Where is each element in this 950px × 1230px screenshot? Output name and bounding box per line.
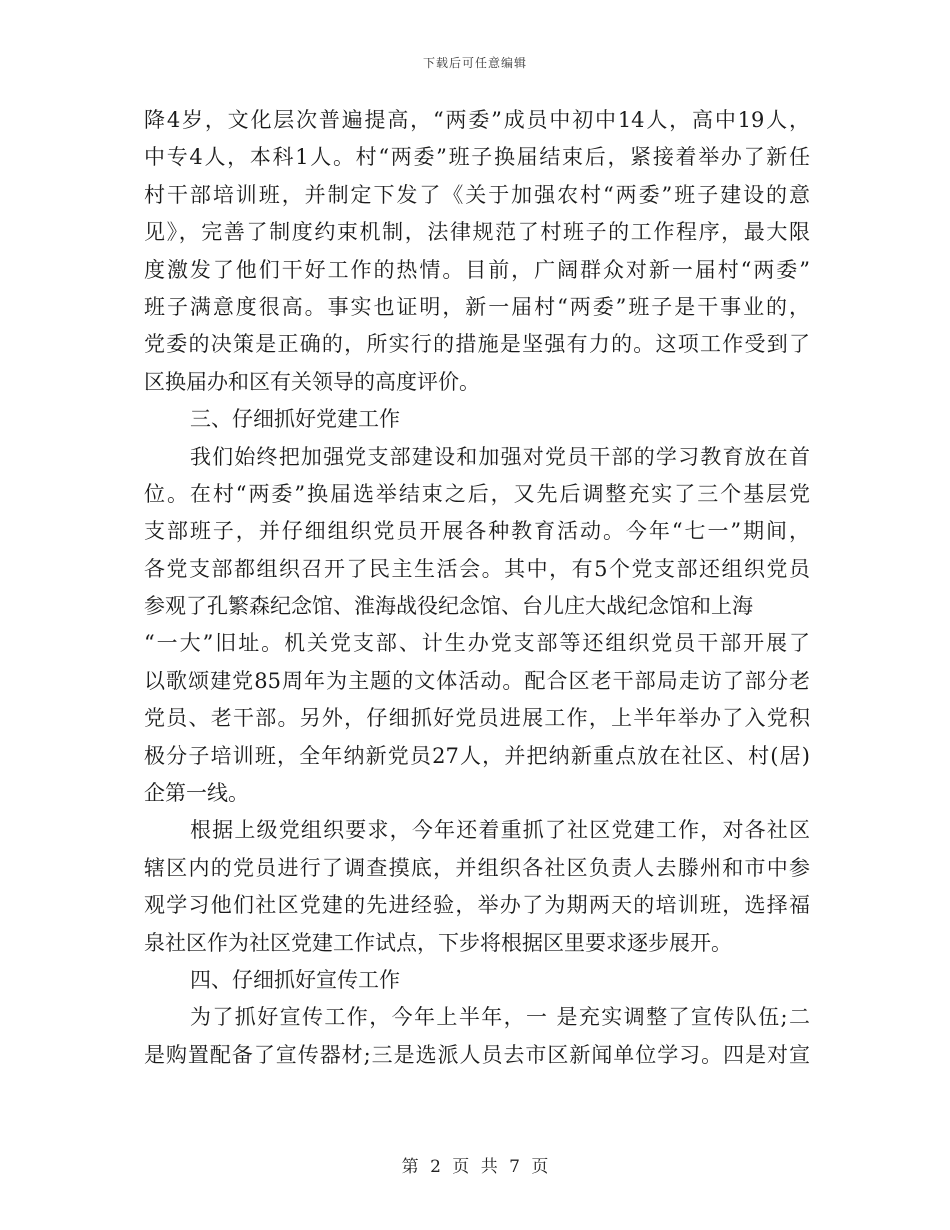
text-line-21: 辖区内的党员进行了调查摸底，并组织各社区负责人去滕州和市中参 — [144, 855, 810, 880]
page-number: 第 2 页 共 7 页 — [401, 1157, 549, 1177]
text-line-7: 党委的决策是正确的，所实行的措施是坚强有力的。这项工作受到了 — [144, 332, 810, 357]
text-line-17: 党员、老干部。另外，仔细抓好党员进展工作，上半年举办了入党积 — [144, 706, 810, 731]
text-line-22: 观学习他们社区党建的先进经验，举办了为期两天的培训班，选择福 — [144, 893, 810, 918]
page-header: 下载后可任意编辑 — [422, 56, 527, 70]
paragraph-start-line: 根据上级党组织要求，今年还着重抓了社区党建工作，对各社区 — [190, 818, 810, 843]
text-line-6: 班子满意度很高。事实也证明，新一届村“两委”班子是干事业的， — [144, 294, 810, 319]
paragraph-start-line: 为了抓好宣传工作，今年上半年，一 是充实调整了宣传队伍;二 — [190, 1005, 810, 1030]
section-heading-3: 三、仔细抓好党建工作 — [190, 407, 400, 432]
text-line-4: 见》，完善了制度约束机制，法律规范了村班子的工作程序，最大限 — [144, 220, 810, 245]
text-line-16: 以歌颂建党85周年为主题的文体活动。配合区老干部局走访了部分老 — [144, 668, 810, 693]
text-line-14: 参观了孔繁森纪念馆、淮海战役纪念馆、台儿庄大战纪念馆和上海 — [144, 594, 753, 619]
text-line-26: 是购置配备了宣传器材;三是选派人员去市区新闻单位学习。四是对宣 — [144, 1042, 810, 1067]
text-line-23: 泉社区作为社区党建工作试点，下步将根据区里要求逐步展开。 — [144, 930, 732, 955]
text-line-12: 支部班子，并仔细组织党员开展各种教育活动。今年“七一”期间， — [144, 519, 810, 544]
text-line-11: 位。在村“两委”换届选举结束之后，又先后调整充实了三个基层党 — [144, 481, 810, 506]
text-line-5: 度激发了他们干好工作的热情。目前，广阔群众对新一届村“两委” — [144, 257, 810, 282]
text-line-8: 区换届办和区有关领导的高度评价。 — [144, 369, 480, 394]
text-line-15: “一大”旧址。机关党支部、计生办党支部等还组织党员干部开展了 — [144, 631, 810, 656]
text-line-13: 各党支部都组织召开了民主生活会。其中，有5个党支部还组织党员 — [144, 556, 810, 581]
text-line-3: 村干部培训班，并制定下发了《关于加强农村“两委”班子建设的意 — [144, 182, 810, 207]
document-body — [144, 102, 810, 1074]
text-line-18: 极分子培训班，全年纳新党员27人，并把纳新重点放在社区、村(居) — [144, 743, 810, 768]
section-heading-4: 四、仔细抓好宣传工作 — [190, 967, 400, 992]
text-line-1: 降4岁，文化层次普遍提高，“两委”成员中初中14人，高中19人， — [144, 108, 810, 132]
text-line-19: 企第一线。 — [144, 781, 249, 806]
text-line-2: 中专4人，本科1人。村“两委”班子换届结束后，紧接着举办了新任 — [144, 145, 810, 170]
paragraph-start-line: 我们始终把加强党支部建设和加强对党员干部的学习教育放在首 — [190, 444, 810, 469]
